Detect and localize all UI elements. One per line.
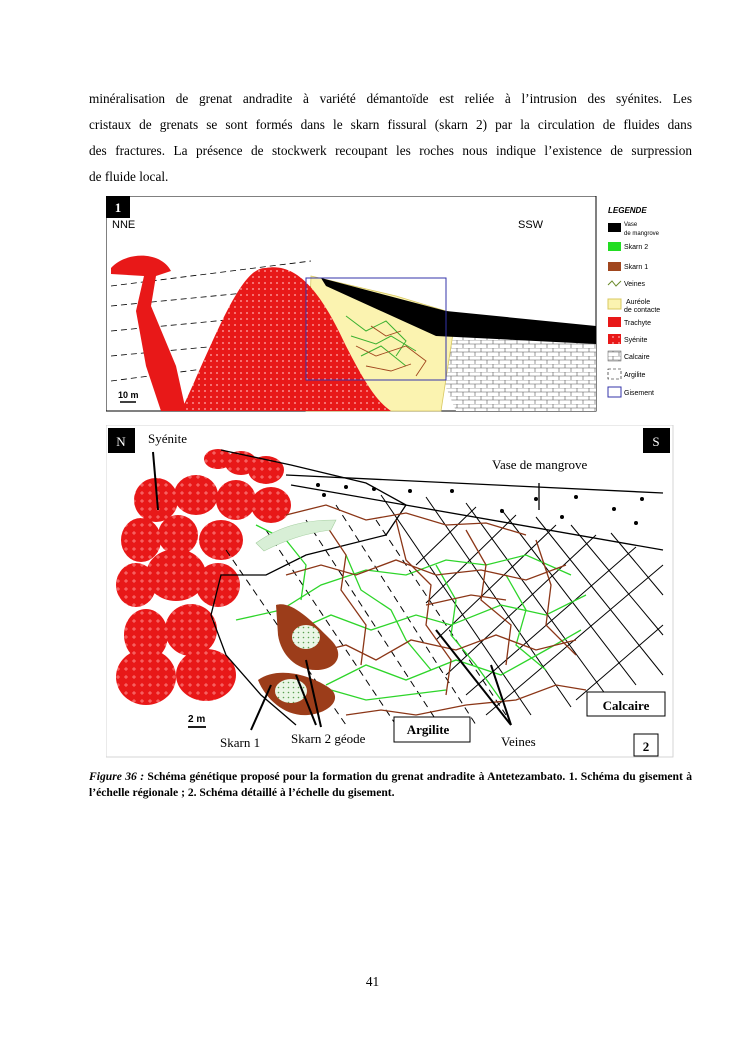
- page-number: 41: [365, 974, 380, 989]
- dashed-box-icon: [608, 369, 621, 379]
- veines-label: Veines: [501, 734, 536, 749]
- ssw-label: SSW: [518, 219, 544, 231]
- black-box-icon: [608, 223, 621, 232]
- scale-label: 10 m: [118, 390, 139, 400]
- north-label: N: [116, 434, 126, 449]
- vase-label: Vase de mangrove: [492, 457, 588, 472]
- legend-label: Auréole: [626, 299, 651, 306]
- body-line: cristaux de grenats se sont formés dans le skarn fissural (skarn 2) par la circulation de fluides dans: [89, 117, 692, 132]
- legend-label: Gisement: [624, 390, 654, 397]
- legend-title: LEGENDE: [608, 206, 647, 215]
- scale-label: 2 m: [188, 714, 206, 725]
- legend-label: de contacte: [624, 307, 661, 314]
- body-line: minéralisation de grenat andradite à variété démantoïde est reliée à l’intrusion des syénites. Les: [89, 91, 692, 106]
- legend-label: Skarn 1: [624, 264, 649, 271]
- caption-text: Schéma génétique proposé pour la formation du grenat andradite à Antetezambato. 1. Schéma du gisement à l’échelle régionale ; 2. Schéma détaillé à l’échelle du gisement.: [89, 770, 692, 799]
- body-line: de fluide local.: [89, 169, 169, 184]
- brick-box-icon: [608, 351, 621, 361]
- legend-label: Skarn 2: [624, 244, 649, 251]
- yellow-box-icon: [608, 299, 621, 309]
- skarn-2-label: Skarn 2 géode: [291, 731, 366, 746]
- figure-2-number: 2: [642, 739, 650, 754]
- legend: [608, 206, 660, 397]
- argilite-label: Argilite: [406, 722, 450, 737]
- green-box-icon: [608, 242, 621, 251]
- body-paragraph: [89, 86, 692, 190]
- legend-label: Trachyte: [624, 320, 651, 327]
- nne-label: NNE: [112, 219, 136, 231]
- caption-lead: Figure 36 :: [89, 770, 145, 783]
- figure-2-deposit-section: [106, 425, 674, 758]
- skarn-1-label: Skarn 1: [220, 735, 261, 750]
- figure-caption: [89, 769, 692, 801]
- body-line: des fractures. La présence de stockwerk recoupant les roches nous indique l’existence de surpression: [89, 143, 692, 158]
- calcaire-label: Calcaire: [602, 698, 650, 713]
- dotted-red-box-icon: [608, 334, 621, 344]
- skarn-2-geode: [292, 625, 320, 649]
- brown-box-icon: [608, 262, 621, 271]
- legend-label: Vase: [624, 222, 638, 228]
- legend-label: Argilite: [624, 372, 646, 379]
- legend-label: Syénite: [624, 337, 648, 344]
- legend-label: Veines: [624, 281, 646, 288]
- vein-icon: [608, 281, 621, 286]
- figure-1-regional-section: [106, 196, 678, 413]
- figure-1-number: 1: [114, 200, 122, 215]
- blue-outline-box-icon: [608, 387, 621, 397]
- legend-label: de mangrove: [624, 231, 660, 237]
- south-label: S: [652, 434, 660, 449]
- legend-label: Calcaire: [624, 354, 650, 361]
- red-box-icon: [608, 317, 621, 327]
- syenite-label: Syénite: [148, 431, 187, 446]
